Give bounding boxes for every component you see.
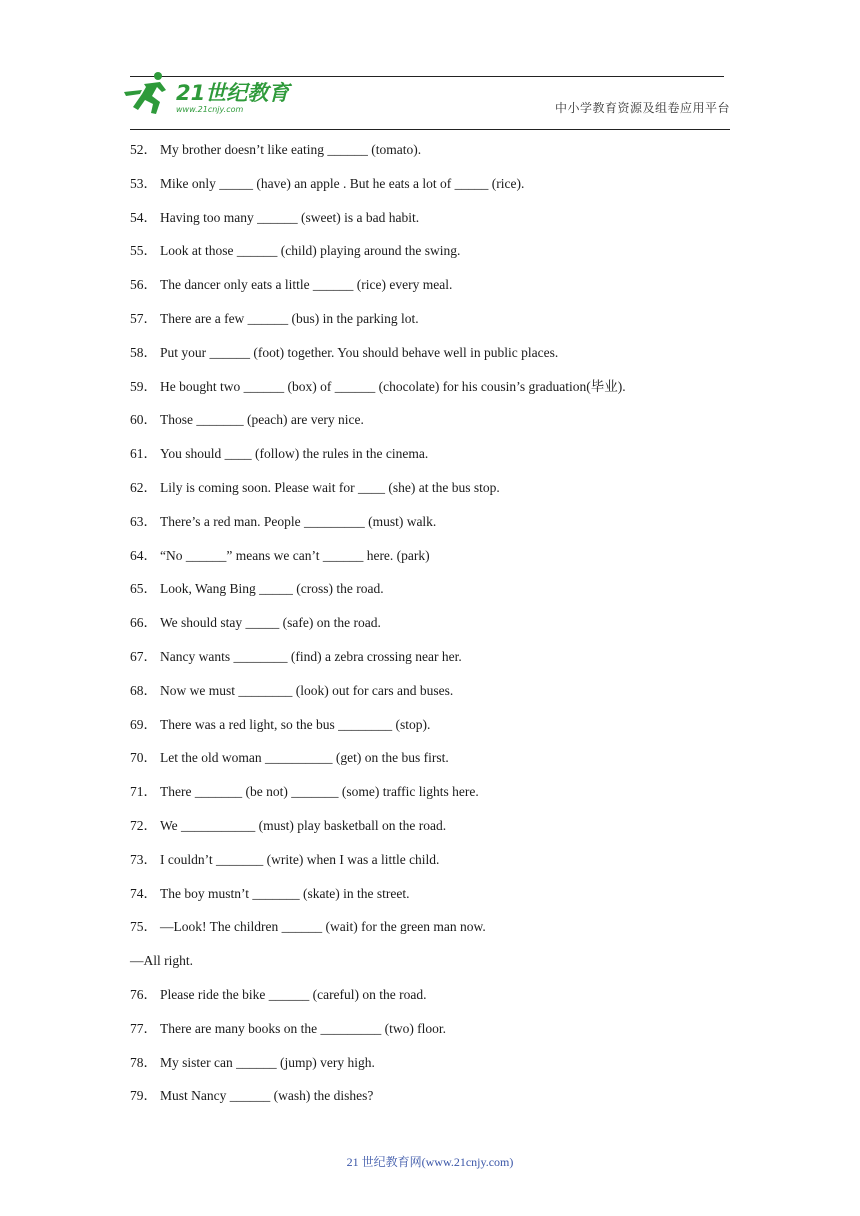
question-item <box>130 715 730 749</box>
question-item <box>130 850 730 884</box>
runner-icon <box>124 72 166 114</box>
question-item <box>130 748 730 782</box>
question-text: Mike only _____ (have) an apple . But he eats a lot of _____ (rice). <box>160 175 525 191</box>
question-item <box>130 884 730 918</box>
question-text: —All right. <box>130 953 193 969</box>
question-number: 63． <box>130 513 157 529</box>
footer-text: 21 世纪教育网(www.21cnjy.com) <box>346 1155 514 1169</box>
question-number: 72． <box>130 817 157 833</box>
question-text: My sister can ______ (jump) very high. <box>160 1054 375 1070</box>
question-text: My brother doesn’t like eating ______ (tomato). <box>160 142 422 157</box>
question-item <box>130 444 730 478</box>
question-number: 57． <box>130 310 157 326</box>
question-text: Let the old woman __________ (get) on the bus first. <box>160 750 449 766</box>
question-item <box>130 174 730 208</box>
question-item <box>130 985 730 1019</box>
question-number: 58． <box>130 344 157 360</box>
question-number: 77． <box>130 1020 157 1036</box>
question-item <box>130 782 730 816</box>
question-item <box>130 917 730 951</box>
question-item <box>130 546 730 580</box>
question-text: Now we must ________ (look) out for cars and buses. <box>160 682 454 698</box>
question-item <box>130 410 730 444</box>
logo-text: 21世纪教育 <box>176 81 290 105</box>
question-text: There’s a red man. People _________ (must) walk. <box>160 513 437 529</box>
question-item <box>130 309 730 343</box>
question-number: 56． <box>130 277 157 293</box>
question-text: Lily is coming soon. Please wait for ____ (she) at the bus stop. <box>160 479 500 495</box>
question-text: Having too many ______ (sweet) is a bad habit. <box>160 209 420 225</box>
question-number: 74． <box>130 885 157 901</box>
question-item <box>130 377 730 411</box>
question-number: 75． <box>130 919 157 935</box>
question-item <box>130 512 730 546</box>
question-number: 55． <box>130 243 157 259</box>
question-text: You should ____ (follow) the rules in the cinema. <box>160 446 429 462</box>
question-item <box>130 579 730 613</box>
header-slogan: 中小学教育资源及组卷应用平台 <box>554 101 730 115</box>
question-number: 68． <box>130 682 157 698</box>
question-text: There are many books on the _________ (two) floor. <box>160 1020 447 1036</box>
question-number: 78． <box>130 1054 157 1070</box>
question-text: Look at those ______ (child) playing around the swing. <box>160 243 461 259</box>
question-item <box>130 208 730 242</box>
question-item <box>130 951 730 985</box>
question-text: Must Nancy ______ (wash) the dishes? <box>160 1088 374 1104</box>
question-text: Nancy wants ________ (find) a zebra crossing near her. <box>160 648 462 664</box>
question-number: 65． <box>130 581 157 597</box>
question-text: He bought two ______ (box) of ______ (chocolate) for his cousin’s graduation(毕业). <box>160 378 626 394</box>
question-number: 69． <box>130 716 157 732</box>
question-text: We should stay _____ (safe) on the road. <box>160 615 381 631</box>
question-item <box>130 275 730 309</box>
question-list <box>130 140 730 1120</box>
question-item <box>130 241 730 275</box>
question-number: 54． <box>130 209 157 225</box>
question-text: The boy mustn’t _______ (skate) in the street. <box>160 885 410 901</box>
question-number: 59． <box>130 378 157 394</box>
question-number: 76． <box>130 986 157 1002</box>
logo-url: www.21cnjy.com <box>176 105 244 114</box>
question-text: There _______ (be not) _______ (some) traffic lights here. <box>160 784 479 800</box>
question-number: 67． <box>130 648 157 664</box>
question-item <box>130 140 730 174</box>
question-text: The dancer only eats a little ______ (rice) every meal. <box>160 277 453 293</box>
question-text: Look, Wang Bing _____ (cross) the road. <box>160 581 384 597</box>
question-item <box>130 681 730 715</box>
question-text: —Look! The children ______ (wait) for the green man now. <box>160 919 486 935</box>
question-number: 64． <box>130 547 157 563</box>
question-number: 70． <box>130 750 157 766</box>
question-number: 61． <box>130 446 157 462</box>
question-text: There are a few ______ (bus) in the parking lot. <box>160 310 419 326</box>
question-number: 66． <box>130 615 157 631</box>
question-text: There was a red light, so the bus ________ (stop). <box>160 716 431 732</box>
header-rule-bottom <box>130 129 730 130</box>
question-text: Put your ______ (foot) together. You should behave well in public places. <box>160 344 559 360</box>
question-text: Those _______ (peach) are very nice. <box>160 412 364 428</box>
question-number: 79． <box>130 1088 157 1104</box>
question-text: “No ______” means we can’t ______ here. (park) <box>160 547 430 563</box>
question-item <box>130 478 730 512</box>
question-text: We ___________ (must) play basketball on the road. <box>160 817 447 833</box>
question-item <box>130 647 730 681</box>
question-number: 53． <box>130 175 157 191</box>
question-item <box>130 816 730 850</box>
question-text: I couldn’t _______ (write) when I was a little child. <box>160 851 440 867</box>
question-item <box>130 1086 730 1120</box>
question-item <box>130 343 730 377</box>
question-item <box>130 1053 730 1087</box>
question-number: 60． <box>130 412 157 428</box>
question-number: 71． <box>130 784 157 800</box>
question-number: 62． <box>130 479 157 495</box>
question-item <box>130 1019 730 1053</box>
question-item <box>130 613 730 647</box>
question-text: Please ride the bike ______ (careful) on the road. <box>160 986 427 1002</box>
logo <box>122 70 302 118</box>
question-number: 73． <box>130 851 157 867</box>
question-number: 52． <box>130 142 157 157</box>
